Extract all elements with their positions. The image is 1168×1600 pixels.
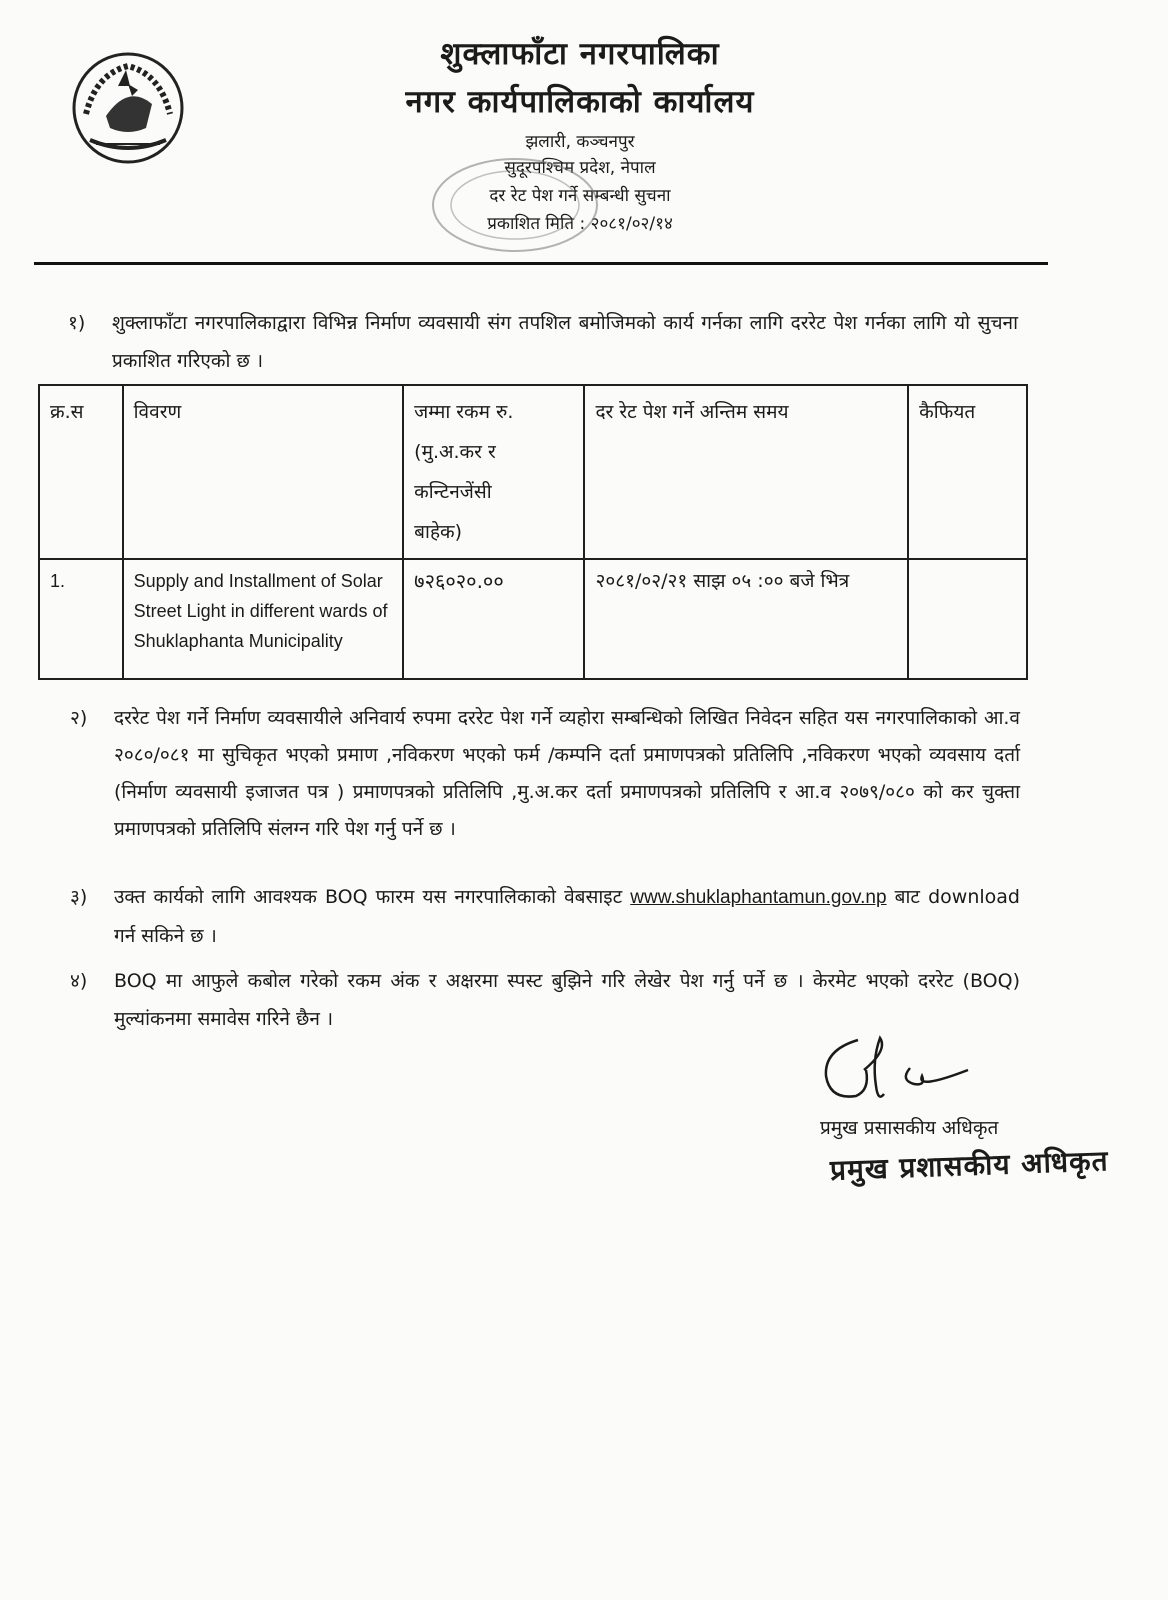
office-stamp-icon [420,150,610,260]
header-remarks: कैफियत [908,385,1027,559]
cell-deadline: २०८१/०२/२१ साझ ०५ :०० बजे भित्र [584,559,908,679]
municipality-name: शुक्लाफाँटा नगरपालिका [440,36,720,72]
paragraph-4 [70,962,1020,1038]
publish-date: प्रकाशित मिति : २०८१/०२/१४ [487,214,673,234]
header-amount-line: जम्मा रकम रु. [414,401,514,423]
paragraph-2 [70,700,1020,848]
table-header-row [39,385,1027,559]
office-location: झलारी, कञ्चनपुर [525,132,635,152]
header-amount-line: कन्टिनजेंसी [414,481,492,503]
header-amount [403,385,584,559]
paragraph-text: दररेट पेश गर्ने निर्माण व्यवसायीले अनिवार्य रुपमा दररेट पेश गर्ने व्यहोरा सम्बन्धिको लिखित निवेदन सहित यस नगरपालिकाको आ.व २०८०/०८१ मा सुचिकृत भएको प्रमाण ,नविकरण भएको फर्म /कम्पनि दर्ता प्रमाणपत्रको प्रतिलिपि ,नविकरण भएको व्यवसाय दर्ता (निर्माण व्यवसायी इजाजत पत्र ) प्रमाणपत्रको प्रतिलिपि ,मु.अ.कर दर्ता प्रमाणपत्रको प्रतिलिपि र आ.व २०७९/०८० को कर चुक्ता प्रमाणपत्रको प्रतिलिपि संलग्न गरि पेश गर्नु पर्ने छ । [114,707,1020,840]
paragraph-text-before: उक्त कार्यको लागि आवश्यक BOQ फारम यस नगरपालिकाको वेबसाइट [114,886,631,908]
table-row [39,559,1027,679]
cell-description: Supply and Installment of Solar Street Light in different wards of Shuklaphanta Municipality [123,559,404,679]
paragraph-1 [68,304,1018,380]
designation-seal: प्रमुख प्रशासकीय अधिकृत [829,1144,1110,1187]
paragraph-text [114,878,1020,955]
header-divider [34,262,1048,265]
nepal-government-emblem-icon [66,44,190,168]
header-amount-line: (मु.अ.कर र [414,441,496,463]
header-deadline: दर रेट पेश गर्ने अन्तिम समय [584,385,908,559]
header-description: विवरण [123,385,404,559]
paragraph-3 [70,878,1020,955]
header-amount-line: बाहेक) [414,521,463,543]
tender-table [38,384,1028,680]
signatory-designation: प्रमुख प्रसासकीय अधिकृत [820,1117,999,1139]
header-serial: क्र.स [39,385,123,559]
cell-serial: 1. [39,559,123,679]
paragraph-text-after: बाट download गर्न सकिने छ । [114,886,1020,947]
website-link[interactable]: www.shuklaphantamun.gov.np [630,887,887,908]
cell-remarks [908,559,1027,679]
paragraph-number: ४) [70,970,88,992]
paragraph-number: २) [70,707,88,729]
handwritten-signature-icon [818,1030,998,1110]
paragraph-text: BOQ मा आफुले कबोल गरेको रकम अंक र अक्षरमा स्पस्ट बुझिने गरि लेखेर पेश गर्नु पर्ने छ । केरमेट भएको दररेट (BOQ) मुल्यांकनमा समावेस गरिने छैन । [114,970,1020,1030]
cell-amount: ७२६०२०.०० [403,559,584,679]
notice-title: दर रेट पेश गर्ने सम्बन्धी सुचना [489,186,671,206]
office-name: नगर कार्यपालिकाको कार्यालय [405,84,755,120]
paragraph-number: ३) [70,886,88,908]
paragraph-text: शुक्लाफाँटा नगरपालिकाद्वारा विभिन्न निर्माण व्यवसायी संग तपशिल बमोजिमको कार्य गर्नका लागि दररेट पेश गर्नका लागि यो सुचना प्रकाशित गरिएको छ । [112,312,1018,372]
paragraph-number: १) [68,312,86,334]
office-province: सुदूरपश्चिम प्रदेश, नेपाल [504,158,656,178]
